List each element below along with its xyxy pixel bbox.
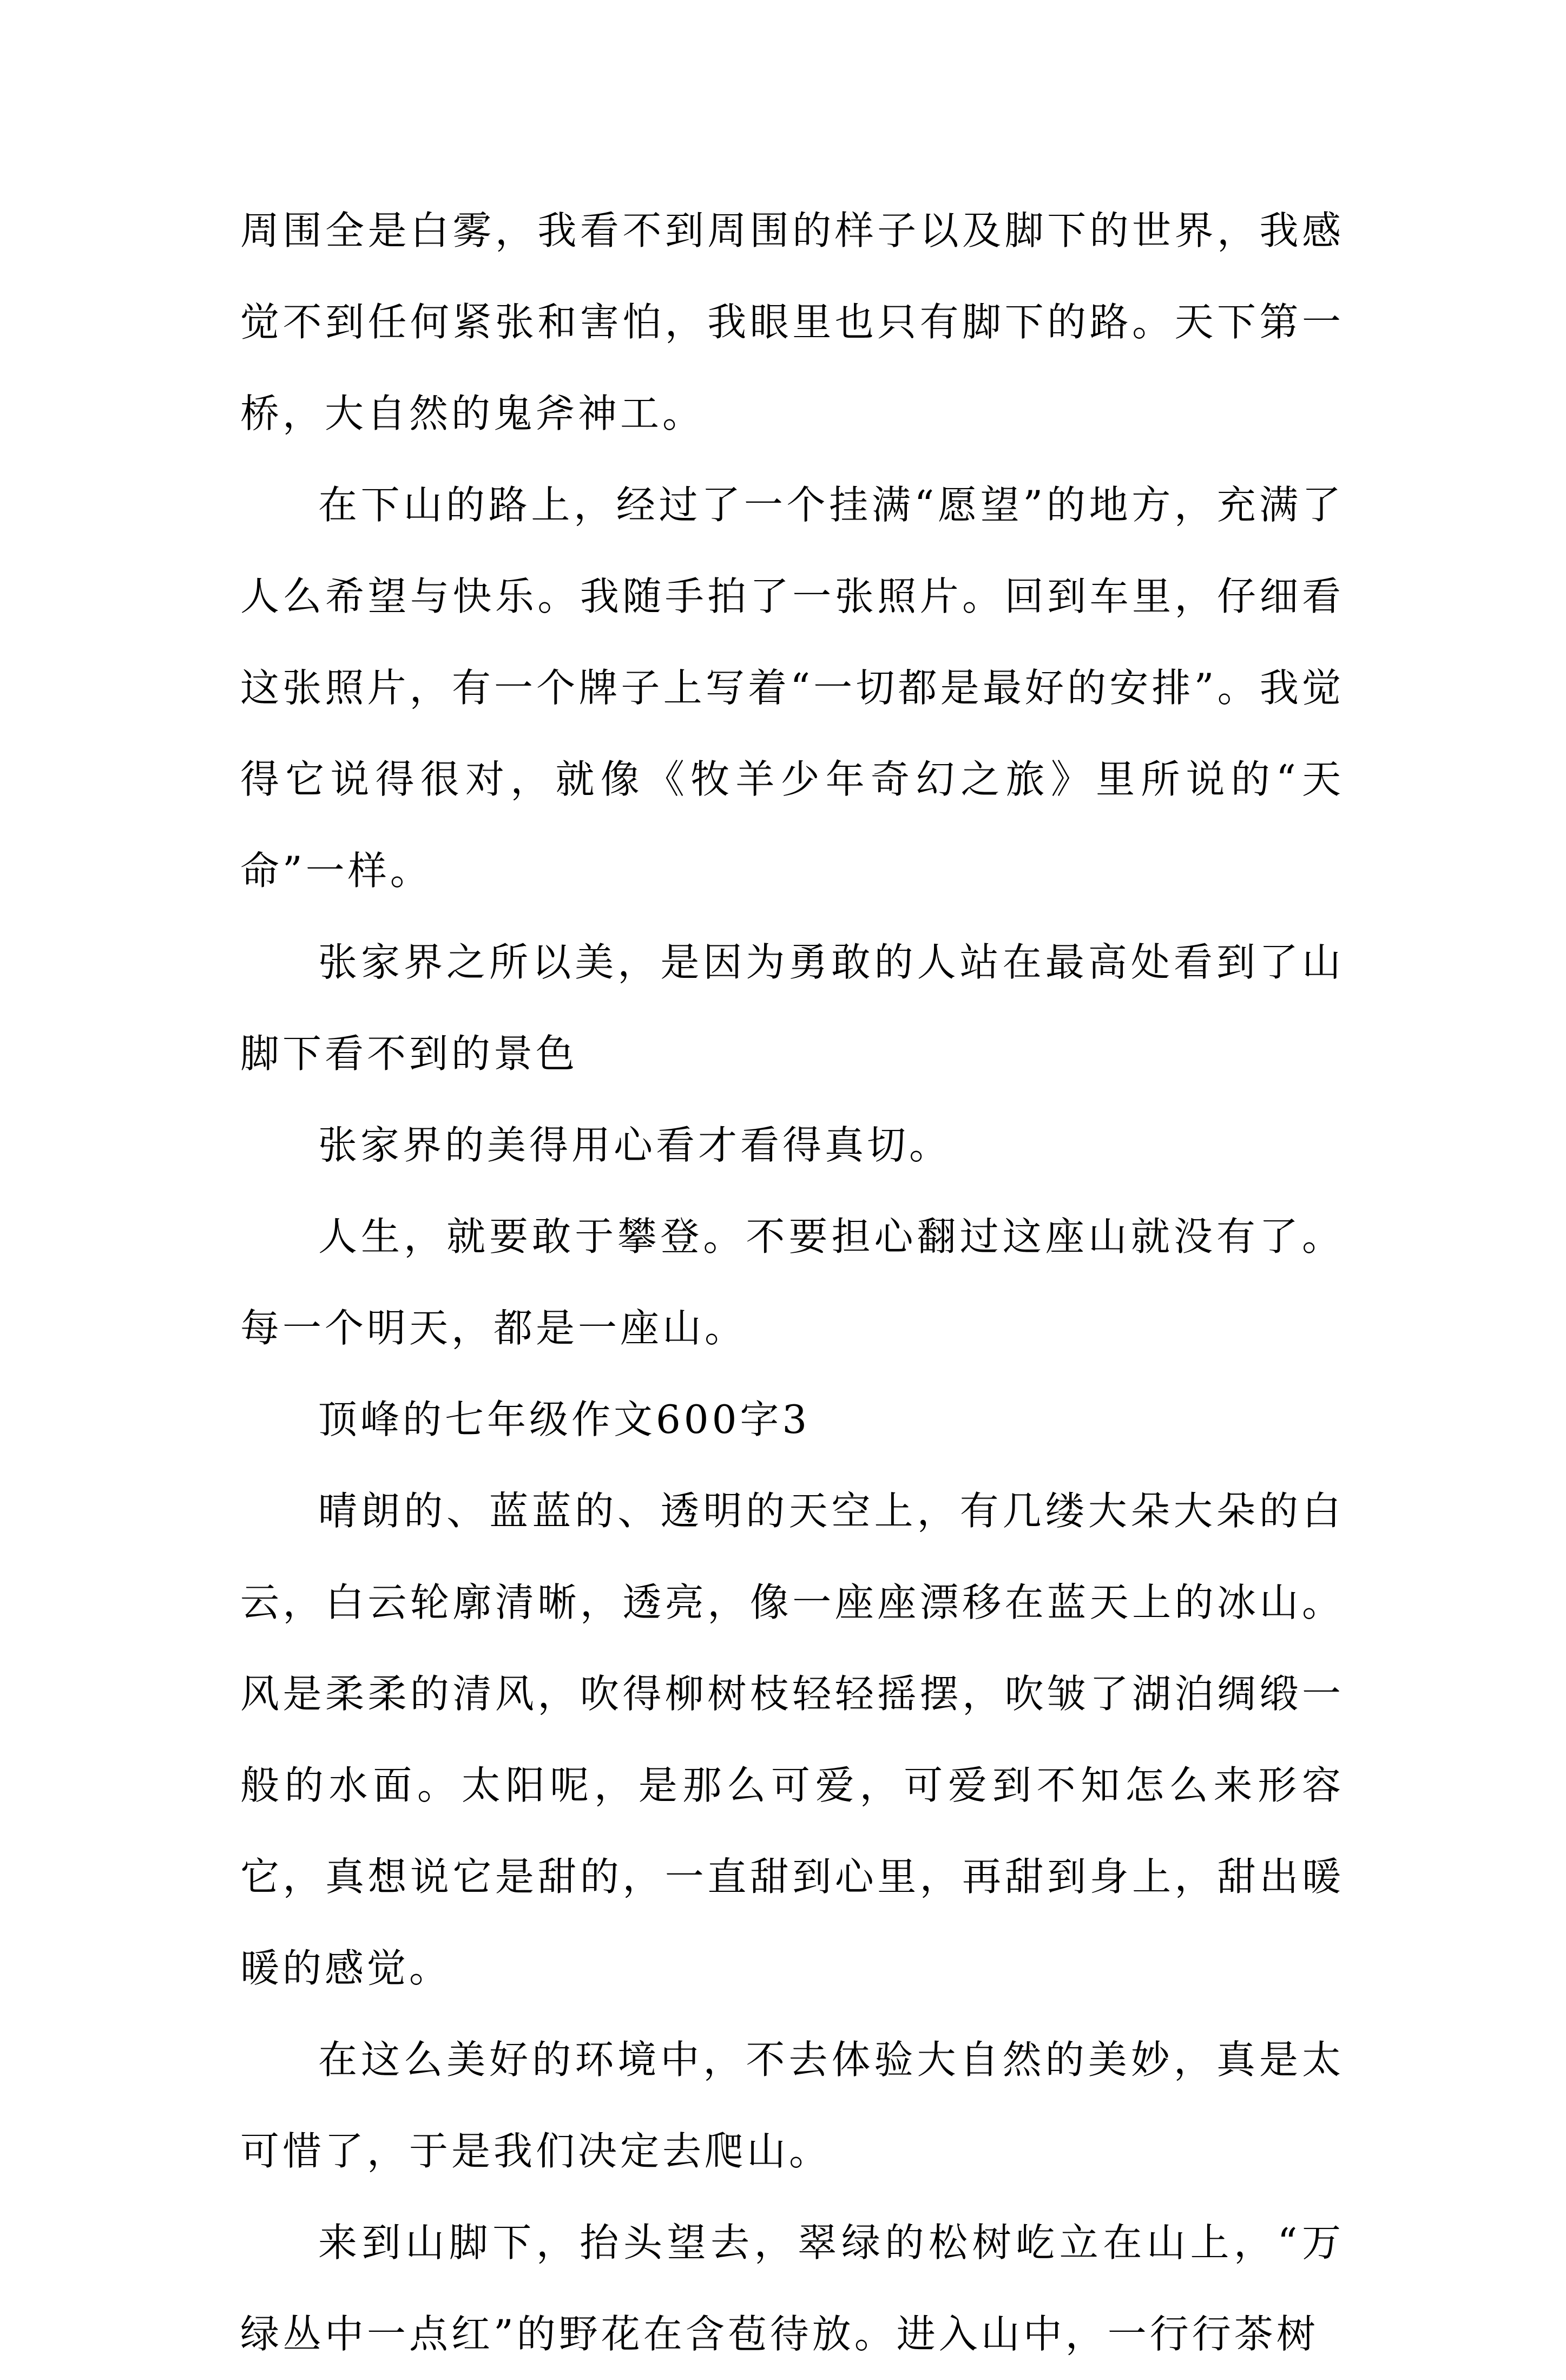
section-heading: 顶峰的七年级作文600字3 bbox=[318, 1397, 811, 1442]
paragraph-6: 晴朗的、蓝蓝的、透明的天空上，有几缕大朵大朵的白云，白云轮廓清晰，透亮，像一座座漂移在蓝天上的冰山。风是柔柔的清风，吹得柳树枝轻轻摇摆，吹皱了湖泊绸缎一般的水面。太阳呢，是那么可爱，可爱到不知怎么来形容它，真想说它是甜的，一直甜到心里，再甜到身上，甜出暖暖的感觉。 bbox=[240, 1488, 1344, 1991]
article-body bbox=[240, 185, 1344, 2380]
paragraph-1: 周围全是白雾，我看不到周围的样子以及脚下的世界，我感觉不到任何紧张和害怕，我眼里也只有脚下的路。天下第一桥，大自然的鬼斧神工。 bbox=[240, 208, 1344, 436]
paragraph-5: 人生，就要敢于攀登。不要担心翻过这座山就没有了。每一个明天，都是一座山。 bbox=[240, 1214, 1344, 1351]
paragraph-4: 张家界的美得用心看才看得真切。 bbox=[318, 1122, 952, 1168]
paragraph-7: 在这么美好的环境中，不去体验大自然的美妙，真是太可惜了，于是我们决定去爬山。 bbox=[240, 2037, 1344, 2174]
paragraph-3: 张家界之所以美，是因为勇敢的人站在最高处看到了山脚下看不到的景色 bbox=[240, 939, 1344, 1076]
paragraph-2: 在下山的路上，经过了一个挂满“愿望”的地方，充满了人么希望与快乐。我随手拍了一张照片。回到车里，仔细看这张照片，有一个牌子上写着“一切都是最好的安排”。我觉得它说得很对，就像《牧羊少年奇幻之旅》里所说的“天命”一样。 bbox=[240, 482, 1344, 893]
paragraph-8: 来到山脚下，抬头望去，翠绿的松树屹立在山上，“万绿丛中一点红”的野花在含苞待放。进入山中，一行行茶树 bbox=[240, 2220, 1344, 2357]
